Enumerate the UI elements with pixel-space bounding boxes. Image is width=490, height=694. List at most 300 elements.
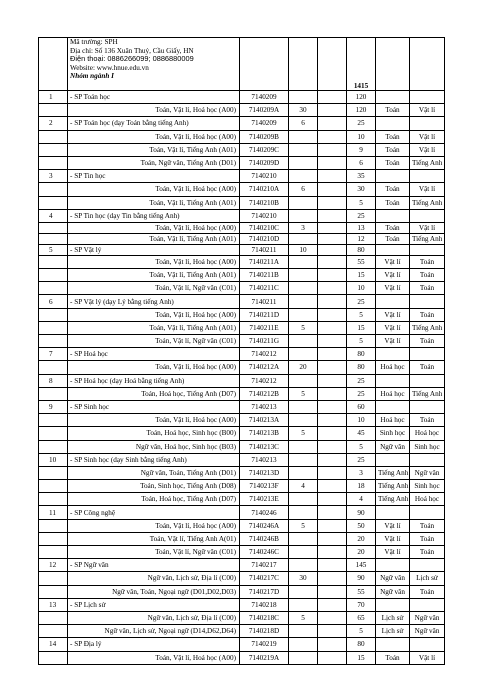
quota-3-cell: 60 <box>347 400 376 413</box>
program-code-cell: 7140213B <box>240 427 289 440</box>
school-phone: Điện thoại: 0886266099; 0886880009 <box>70 54 194 64</box>
program-row <box>39 453 445 466</box>
subject-1-cell: Toán <box>376 222 410 233</box>
subject-1-cell <box>376 506 410 519</box>
subject-2-cell: Hoá học <box>410 493 445 506</box>
program-name-cell: Toán, Sinh học, Tiếng Anh (D08) <box>68 480 240 493</box>
subject-2-cell: Toán <box>410 414 445 427</box>
quota-2-cell <box>318 559 347 572</box>
program-name-cell: Toán, Vật lí, Tiếng Anh (A01) <box>68 269 240 282</box>
combination-row <box>39 572 445 585</box>
row-number-cell <box>39 440 68 453</box>
program-name-cell: Toán, Hoá học, Tiếng Anh (D07) <box>68 493 240 506</box>
quota-3-cell: 70 <box>347 598 376 611</box>
subject-1-cell: Toán <box>376 651 410 664</box>
combination-row <box>39 651 445 664</box>
subject-1-cell: Tiếng Anh <box>376 466 410 479</box>
quota-2-cell <box>318 400 347 413</box>
program-code-cell: 7140210B <box>240 196 289 209</box>
program-name-cell: - SP Toán học (dạy Toán bằng tiếng Anh) <box>68 117 240 130</box>
program-code-cell: 7140211 <box>240 295 289 308</box>
subject-1-cell: Toán <box>376 156 410 169</box>
quota-3-cell: 120 <box>347 104 376 117</box>
quota-2-cell <box>318 611 347 624</box>
program-name-cell: Toán, Vật lí, Hoá học (A00) <box>68 130 240 143</box>
program-name-cell: Toán, Hoá học, Sinh học (B00) <box>68 427 240 440</box>
row-number-cell: 4 <box>39 209 68 222</box>
program-code-cell: 7140211A <box>240 255 289 268</box>
row-number-cell <box>39 104 68 117</box>
quota-2-cell <box>318 143 347 156</box>
row-number-cell <box>39 269 68 282</box>
school-code: Mã trường: SPH <box>70 38 118 46</box>
combination-row <box>39 414 445 427</box>
quota-1-cell <box>289 559 318 572</box>
combination-row <box>39 143 445 156</box>
program-name-cell: Toán, Vật lí, Ngữ văn (C01) <box>68 282 240 295</box>
quota-2-cell <box>318 638 347 651</box>
subject-1-cell: Ngữ văn <box>376 572 410 585</box>
program-code-cell: 7140217D <box>240 585 289 598</box>
program-name-cell: Toán, Vật lí, Hoá học (A00) <box>68 183 240 196</box>
subject-2-cell <box>410 638 445 651</box>
program-row <box>39 295 445 308</box>
quota-2-cell <box>318 91 347 104</box>
subject-1-cell: Tiếng Anh <box>376 480 410 493</box>
program-name-cell: Ngữ văn, Toán, Ngoại ngữ (D01,D02,D03) <box>68 585 240 598</box>
subject-1-cell: Vật lí <box>376 282 410 295</box>
quota-3-cell: 55 <box>347 255 376 268</box>
subject-1-cell: Toán <box>376 233 410 244</box>
program-code-cell: 7140210 <box>240 209 289 222</box>
quota-2-cell <box>318 222 347 233</box>
quota-3-cell: 35 <box>347 170 376 183</box>
row-number-cell <box>39 196 68 209</box>
row-number-cell <box>39 414 68 427</box>
quota-3-cell: 30 <box>347 183 376 196</box>
header-stt-cell <box>39 38 68 91</box>
quota-2-cell <box>318 255 347 268</box>
quota-2-cell <box>318 598 347 611</box>
subject-2-cell <box>410 348 445 361</box>
program-code-cell: 7140212 <box>240 348 289 361</box>
school-address: Địa chỉ: Số 136 Xuân Thuỷ, Cầu Giấy, HN <box>70 46 194 55</box>
row-number-cell: 13 <box>39 598 68 611</box>
quota-1-cell: 10 <box>289 244 318 255</box>
program-code-cell: 7140213F <box>240 480 289 493</box>
quota-3-cell: 4 <box>347 493 376 506</box>
program-row <box>39 209 445 222</box>
header-s1-cell <box>376 38 410 91</box>
subject-2-cell: Toán <box>410 269 445 282</box>
combination-row <box>39 611 445 624</box>
quota-3-cell: 10 <box>347 130 376 143</box>
program-name-cell: Toán, Vật lí, Tiếng Anh (A01) <box>68 233 240 244</box>
quota-2-cell <box>318 453 347 466</box>
combination-row <box>39 361 445 374</box>
program-code-cell: 7140219 <box>240 638 289 651</box>
program-code-cell: 7140213 <box>240 400 289 413</box>
program-code-cell: 7140210A <box>240 183 289 196</box>
subject-2-cell <box>410 453 445 466</box>
quota-2-cell <box>318 269 347 282</box>
program-name-cell: - SP Hoá học (dạy Hoá bằng tiếng Anh) <box>68 374 240 387</box>
combination-row <box>39 335 445 348</box>
total-quota: 1415 <box>347 38 376 91</box>
quota-2-cell <box>318 170 347 183</box>
program-code-cell: 7140211E <box>240 321 289 334</box>
quota-1-cell: 5 <box>289 611 318 624</box>
program-code-cell: 7140210 <box>240 170 289 183</box>
subject-2-cell: Toán <box>410 546 445 559</box>
program-name-cell: - SP Địa lý <box>68 638 240 651</box>
row-number-cell: 11 <box>39 506 68 519</box>
row-number-cell <box>39 282 68 295</box>
program-row <box>39 638 445 651</box>
row-number-cell <box>39 222 68 233</box>
quota-3-cell: 45 <box>347 427 376 440</box>
subject-2-cell <box>410 400 445 413</box>
admission-table <box>38 37 445 665</box>
subject-2-cell: Toán <box>410 282 445 295</box>
quota-2-cell <box>318 361 347 374</box>
program-name-cell: Toán, Vật lí, Tiếng Anh (A01) <box>68 196 240 209</box>
program-name-cell: Ngữ văn, Lịch sử, Địa lí (C00) <box>68 572 240 585</box>
quota-3-cell: 80 <box>347 361 376 374</box>
quota-1-cell <box>289 143 318 156</box>
quota-2-cell <box>318 480 347 493</box>
program-code-cell: 7140213A <box>240 414 289 427</box>
quota-3-cell: 20 <box>347 546 376 559</box>
quota-1-cell <box>289 308 318 321</box>
program-name-cell: Toán, Vật lí, Hoá học (A00) <box>68 361 240 374</box>
quota-3-cell: 25 <box>347 374 376 387</box>
quota-3-cell: 80 <box>347 244 376 255</box>
row-number-cell: 10 <box>39 453 68 466</box>
program-name-cell: Toán, Vật lí, Ngữ văn (C01) <box>68 546 240 559</box>
quota-3-cell: 10 <box>347 282 376 295</box>
subject-2-cell <box>410 117 445 130</box>
subject-2-cell <box>410 244 445 255</box>
program-row <box>39 400 445 413</box>
program-name-cell: - SP Ngữ văn <box>68 559 240 572</box>
program-code-cell: 7140211D <box>240 308 289 321</box>
program-code-cell: 7140209A <box>240 104 289 117</box>
quota-3-cell: 25 <box>347 295 376 308</box>
table-body <box>39 38 445 665</box>
subject-2-cell: Toán <box>410 519 445 532</box>
quota-1-cell: 6 <box>289 183 318 196</box>
quota-3-cell: 5 <box>347 625 376 638</box>
combination-row <box>39 519 445 532</box>
quota-2-cell <box>318 493 347 506</box>
subject-1-cell: Vật lí <box>376 546 410 559</box>
subject-2-cell <box>410 209 445 222</box>
quota-3-cell: 20 <box>347 532 376 545</box>
row-number-cell <box>39 585 68 598</box>
row-number-cell <box>39 546 68 559</box>
row-number-cell <box>39 255 68 268</box>
combination-row <box>39 269 445 282</box>
quota-1-cell: 6 <box>289 117 318 130</box>
subject-2-cell: Toán <box>410 255 445 268</box>
subject-1-cell <box>376 638 410 651</box>
subject-2-cell: Ngữ văn <box>410 611 445 624</box>
quota-3-cell: 15 <box>347 321 376 334</box>
school-info-cell <box>68 38 240 91</box>
program-code-cell: 7140219A <box>240 651 289 664</box>
quota-1-cell <box>289 170 318 183</box>
program-row <box>39 170 445 183</box>
subject-1-cell <box>376 91 410 104</box>
subject-1-cell: Vật lí <box>376 335 410 348</box>
program-name-cell: Toán, Vật lí, Hoá học (A00) <box>68 255 240 268</box>
quota-2-cell <box>318 209 347 222</box>
program-name-cell: Toán, Vật lí, Hoá học (A00) <box>68 414 240 427</box>
quota-3-cell: 10 <box>347 414 376 427</box>
program-name-cell: Toán, Vật lí, Tiếng Anh (A01) <box>68 321 240 334</box>
program-code-cell: 7140213C <box>240 440 289 453</box>
subject-1-cell: Toán <box>376 104 410 117</box>
quota-3-cell: 90 <box>347 572 376 585</box>
program-row <box>39 117 445 130</box>
subject-1-cell <box>376 244 410 255</box>
quota-2-cell <box>318 233 347 244</box>
quota-3-cell: 3 <box>347 466 376 479</box>
quota-1-cell <box>289 493 318 506</box>
group-label: Nhóm ngành I <box>70 72 114 81</box>
subject-2-cell: Vật lí <box>410 183 445 196</box>
quota-1-cell <box>289 546 318 559</box>
combination-row <box>39 532 445 545</box>
subject-2-cell: Tiếng Anh <box>410 321 445 334</box>
row-number-cell: 1 <box>39 91 68 104</box>
subject-1-cell <box>376 117 410 130</box>
quota-1-cell <box>289 269 318 282</box>
program-code-cell: 7140246B <box>240 532 289 545</box>
subject-1-cell <box>376 170 410 183</box>
subject-1-cell <box>376 453 410 466</box>
program-code-cell: 7140209B <box>240 130 289 143</box>
program-name-cell: - SP Vật lý (dạy Lý bằng tiếng Anh) <box>68 295 240 308</box>
row-number-cell <box>39 183 68 196</box>
combination-row <box>39 233 445 244</box>
subject-1-cell: Vật lí <box>376 532 410 545</box>
program-code-cell: 7140211G <box>240 335 289 348</box>
program-name-cell: Ngữ văn, Hoá học, Sinh học (B03) <box>68 440 240 453</box>
quota-1-cell <box>289 156 318 169</box>
program-row <box>39 348 445 361</box>
combination-row <box>39 387 445 400</box>
quota-2-cell <box>318 625 347 638</box>
subject-1-cell <box>376 295 410 308</box>
program-name-cell: Ngữ văn, Toán, Tiếng Anh (D01) <box>68 466 240 479</box>
subject-2-cell: Toán <box>410 335 445 348</box>
row-number-cell: 8 <box>39 374 68 387</box>
quota-2-cell <box>318 519 347 532</box>
subject-2-cell: Vật lí <box>410 130 445 143</box>
subject-2-cell: Lịch sử <box>410 572 445 585</box>
quota-3-cell: 12 <box>347 233 376 244</box>
program-name-cell: - SP Vật lý <box>68 244 240 255</box>
program-name-cell: Ngữ văn, Lịch sử, Ngoại ngữ (D14,D62,D64) <box>68 625 240 638</box>
quota-1-cell <box>289 400 318 413</box>
combination-row <box>39 130 445 143</box>
row-number-cell <box>39 651 68 664</box>
subject-1-cell <box>376 348 410 361</box>
program-code-cell: 7140209D <box>240 156 289 169</box>
program-code-cell: 7140217C <box>240 572 289 585</box>
subject-1-cell: Vật lí <box>376 519 410 532</box>
subject-2-cell: Toán <box>410 532 445 545</box>
program-name-cell: Toán, Vật lí, Hoá học (A00) <box>68 104 240 117</box>
program-name-cell: Ngữ văn, Lịch sử, Địa lí (C00) <box>68 611 240 624</box>
subject-2-cell: Ngữ văn <box>410 625 445 638</box>
quota-3-cell: 50 <box>347 519 376 532</box>
quota-2-cell <box>318 506 347 519</box>
quota-3-cell: 13 <box>347 222 376 233</box>
quota-3-cell: 25 <box>347 387 376 400</box>
subject-2-cell: Sinh học <box>410 440 445 453</box>
quota-1-cell <box>289 295 318 308</box>
subject-1-cell: Vật lí <box>376 308 410 321</box>
program-code-cell: 7140211 <box>240 244 289 255</box>
quota-2-cell <box>318 651 347 664</box>
quota-1-cell: 20 <box>289 361 318 374</box>
subject-1-cell: Toán <box>376 130 410 143</box>
quota-1-cell: 5 <box>289 519 318 532</box>
quota-1-cell <box>289 532 318 545</box>
program-name-cell: - SP Tin học (dạy Tin bằng tiếng Anh) <box>68 209 240 222</box>
subject-2-cell: Tiếng Anh <box>410 233 445 244</box>
program-code-cell: 7140210D <box>240 233 289 244</box>
combination-row <box>39 625 445 638</box>
row-number-cell: 9 <box>39 400 68 413</box>
program-name-cell: - SP Toán học <box>68 91 240 104</box>
row-number-cell <box>39 387 68 400</box>
row-number-cell <box>39 321 68 334</box>
quota-1-cell <box>289 598 318 611</box>
program-name-cell: Toán, Vật lí, Hoá học (A00) <box>68 222 240 233</box>
combination-row <box>39 104 445 117</box>
subject-1-cell: Tiếng Anh <box>376 493 410 506</box>
row-number-cell: 7 <box>39 348 68 361</box>
row-number-cell <box>39 625 68 638</box>
subject-1-cell: Sinh học <box>376 427 410 440</box>
subject-1-cell: Lịch sử <box>376 625 410 638</box>
header-row <box>39 38 445 91</box>
program-code-cell: 7140246C <box>240 546 289 559</box>
quota-2-cell <box>318 196 347 209</box>
header-s2-cell <box>410 38 445 91</box>
quota-2-cell <box>318 427 347 440</box>
row-number-cell <box>39 233 68 244</box>
quota-1-cell <box>289 374 318 387</box>
combination-row <box>39 585 445 598</box>
program-code-cell: 7140211C <box>240 282 289 295</box>
school-website: Website: www.hnue.edu.vn <box>70 63 149 72</box>
quota-3-cell: 9 <box>347 143 376 156</box>
subject-2-cell: Sinh học <box>410 480 445 493</box>
subject-2-cell <box>410 295 445 308</box>
subject-1-cell <box>376 598 410 611</box>
subject-1-cell: Vật lí <box>376 321 410 334</box>
combination-row <box>39 440 445 453</box>
quota-1-cell <box>289 453 318 466</box>
quota-1-cell: 30 <box>289 104 318 117</box>
program-code-cell: 7140209 <box>240 117 289 130</box>
quota-2-cell <box>318 104 347 117</box>
subject-2-cell: Ngữ văn <box>410 466 445 479</box>
combination-row <box>39 493 445 506</box>
program-name-cell: - SP Lịch sử <box>68 598 240 611</box>
program-row <box>39 91 445 104</box>
quota-1-cell: 5 <box>289 321 318 334</box>
quota-2-cell <box>318 282 347 295</box>
program-code-cell: 7140218D <box>240 625 289 638</box>
subject-2-cell: Vật lí <box>410 222 445 233</box>
row-number-cell <box>39 611 68 624</box>
quota-2-cell <box>318 532 347 545</box>
row-number-cell <box>39 156 68 169</box>
quota-3-cell: 6 <box>347 156 376 169</box>
program-code-cell: 7140211B <box>240 269 289 282</box>
program-code-cell: 7140246A <box>240 519 289 532</box>
row-number-cell <box>39 480 68 493</box>
quota-3-cell: 90 <box>347 506 376 519</box>
combination-row <box>39 427 445 440</box>
program-name-cell: Toán, Vật lí, Ngữ văn (C01) <box>68 335 240 348</box>
subject-1-cell <box>376 400 410 413</box>
program-row <box>39 559 445 572</box>
row-number-cell: 3 <box>39 170 68 183</box>
subject-2-cell: Vật lí <box>410 143 445 156</box>
program-name-cell: Toán, Vật lí, Tiếng Anh A(01) <box>68 532 240 545</box>
row-number-cell <box>39 493 68 506</box>
subject-2-cell: Tiếng Anh <box>410 196 445 209</box>
quota-2-cell <box>318 348 347 361</box>
quota-3-cell: 145 <box>347 559 376 572</box>
subject-1-cell: Hoá học <box>376 387 410 400</box>
quota-1-cell: 5 <box>289 387 318 400</box>
program-name-cell: Toán, Hoá học, Tiếng Anh (D07) <box>68 387 240 400</box>
program-name-cell: Toán, Vật lí, Tiếng Anh (A01) <box>68 143 240 156</box>
program-name-cell: Toán, Ngữ văn, Tiếng Anh (D01) <box>68 156 240 169</box>
quota-1-cell <box>289 585 318 598</box>
combination-row <box>39 255 445 268</box>
header-q2-cell <box>318 38 347 91</box>
row-number-cell <box>39 519 68 532</box>
quota-2-cell <box>318 466 347 479</box>
subject-1-cell <box>376 209 410 222</box>
quota-3-cell: 5 <box>347 196 376 209</box>
program-code-cell: 7140218 <box>240 598 289 611</box>
quota-2-cell <box>318 414 347 427</box>
subject-1-cell: Ngữ văn <box>376 440 410 453</box>
subject-1-cell: Toán <box>376 183 410 196</box>
program-name-cell: - SP Tin học <box>68 170 240 183</box>
subject-1-cell: Toán <box>376 143 410 156</box>
row-number-cell: 6 <box>39 295 68 308</box>
subject-2-cell: Vật lí <box>410 104 445 117</box>
program-code-cell: 7140213E <box>240 493 289 506</box>
quota-3-cell: 25 <box>347 209 376 222</box>
quota-2-cell <box>318 440 347 453</box>
row-number-cell <box>39 466 68 479</box>
row-number-cell: 12 <box>39 559 68 572</box>
combination-row <box>39 183 445 196</box>
program-row <box>39 374 445 387</box>
